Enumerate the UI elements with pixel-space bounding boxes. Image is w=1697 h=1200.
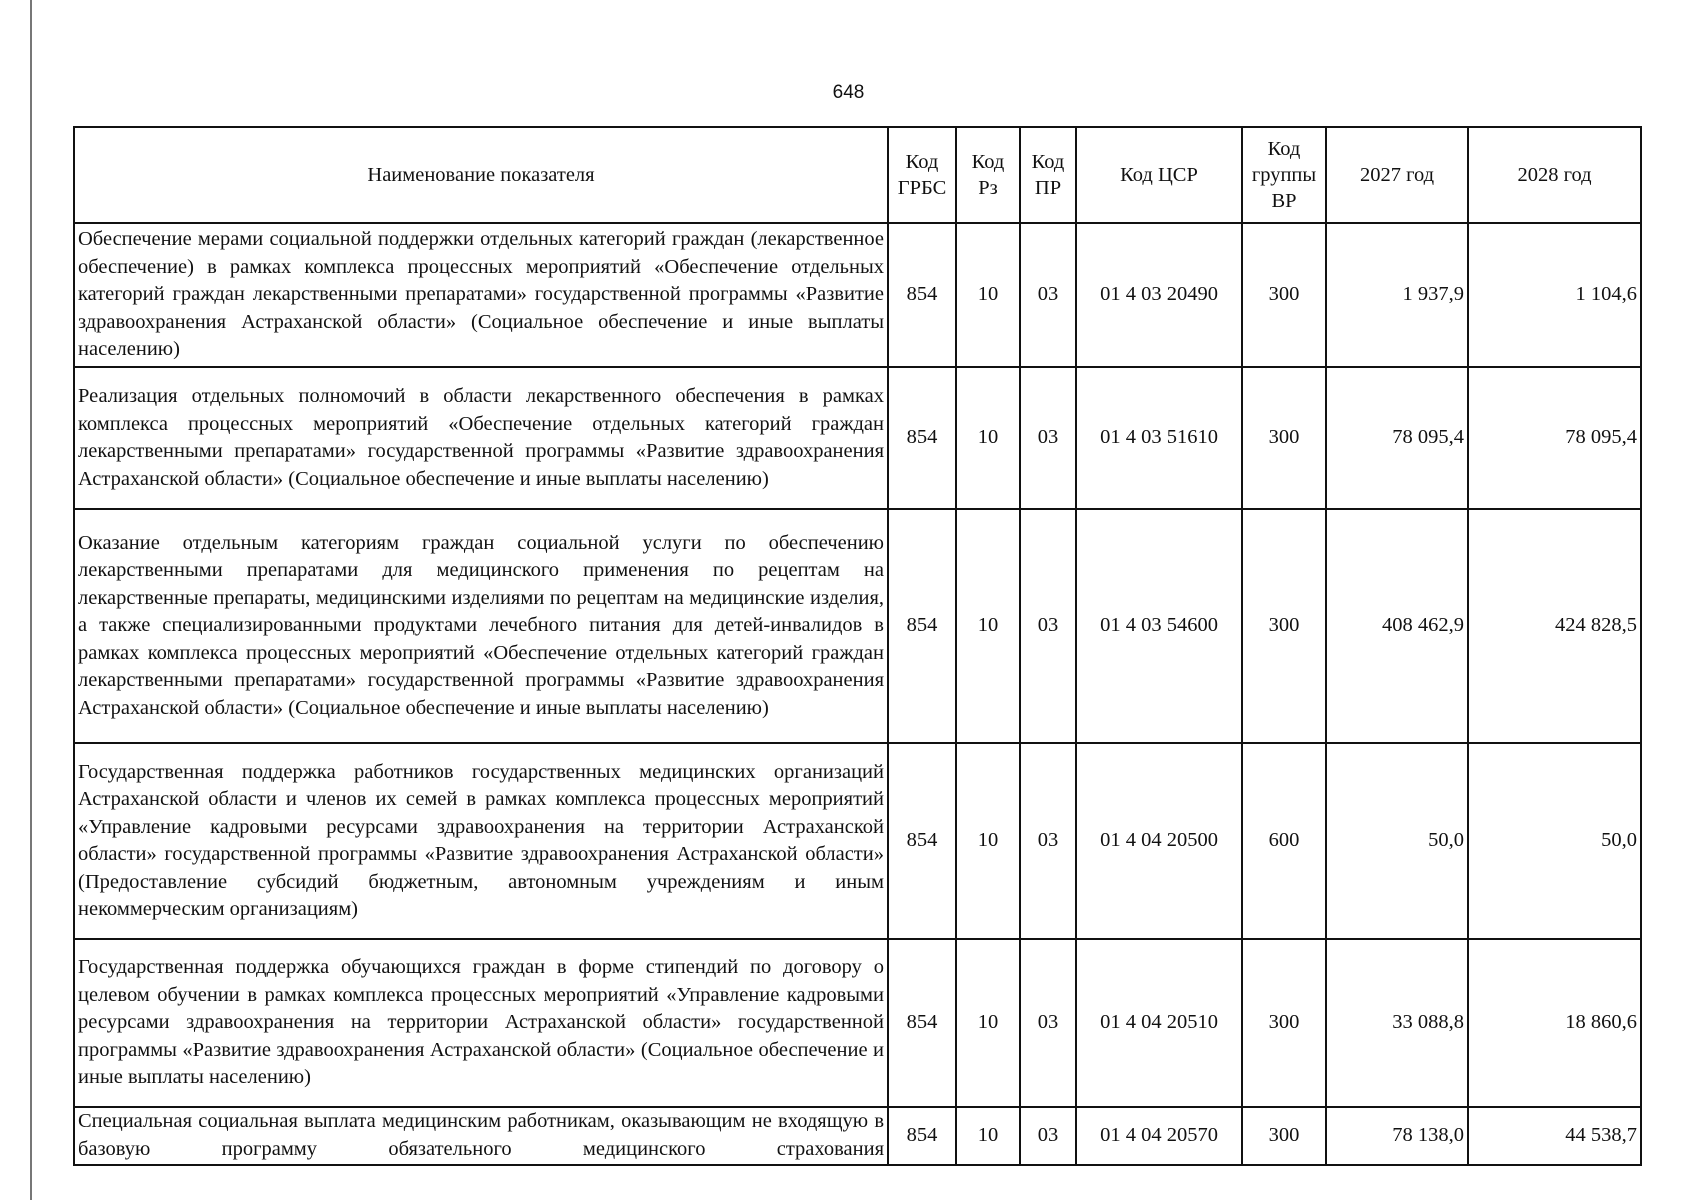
cell-2027: 33 088,8 — [1326, 939, 1468, 1107]
cell-2028: 424 828,5 — [1468, 509, 1641, 743]
cell-pr: 03 — [1020, 939, 1076, 1107]
table-row — [74, 509, 1641, 743]
header-name: Наименование показателя — [74, 127, 888, 223]
page-number: 648 — [832, 82, 865, 103]
cell-name: Реализация отдельных полномочий в области лекарственного обеспечения в рамках комплекса процессных мероприятий «Обеспечение отдельных категорий граждан лекарственными препаратами» государственной программы «Развитие здравоохранения Астраханской области» (Социальное обеспечение и иные выплаты населению) — [74, 367, 888, 509]
cell-2028: 78 095,4 — [1468, 367, 1641, 509]
cell-csr: 01 4 04 20510 — [1076, 939, 1242, 1107]
cell-grbs: 854 — [888, 743, 956, 939]
header-grbs: Код ГРБС — [888, 127, 956, 223]
cell-2028: 18 860,6 — [1468, 939, 1641, 1107]
cell-csr: 01 4 03 51610 — [1076, 367, 1242, 509]
cell-2027: 1 937,9 — [1326, 223, 1468, 367]
cell-rz: 10 — [956, 1107, 1020, 1165]
cell-pr: 03 — [1020, 1107, 1076, 1165]
cell-vr: 300 — [1242, 367, 1326, 509]
header-pr: Код ПР — [1020, 127, 1076, 223]
cell-csr: 01 4 04 20500 — [1076, 743, 1242, 939]
cell-grbs: 854 — [888, 939, 956, 1107]
table-row — [74, 223, 1641, 367]
cell-grbs: 854 — [888, 509, 956, 743]
cell-csr: 01 4 03 54600 — [1076, 509, 1242, 743]
cell-vr: 300 — [1242, 223, 1326, 367]
table-header-row — [74, 127, 1641, 223]
cell-2027: 50,0 — [1326, 743, 1468, 939]
header-csr: Код ЦСР — [1076, 127, 1242, 223]
cell-2028: 1 104,6 — [1468, 223, 1641, 367]
cell-csr: 01 4 03 20490 — [1076, 223, 1242, 367]
cell-2027: 78 095,4 — [1326, 367, 1468, 509]
cell-rz: 10 — [956, 939, 1020, 1107]
cell-name: Государственная поддержка работников государственных медицинских организаций Астраханской области и членов их семей в рамках комплекса процессных мероприятий «Управление кадровыми ресурсами здравоохранения на территории Астраханской области» государственной программы «Развитие здравоохранения Астраханской области» (Предоставление субсидий бюджетным, автономным учреждениям и иным некоммерческим организациям) — [74, 743, 888, 939]
cell-vr: 300 — [1242, 509, 1326, 743]
header-2027: 2027 год — [1326, 127, 1468, 223]
cell-2027: 408 462,9 — [1326, 509, 1468, 743]
cell-name: Государственная поддержка обучающихся граждан в форме стипендий по договору о целевом обучении в рамках комплекса процессных мероприятий «Управление кадровыми ресурсами здравоохранения на территории Астраханской области» государственной программы «Развитие здравоохранения Астраханской области» (Социальное обеспечение и иные выплаты населению) — [74, 939, 888, 1107]
cell-2028: 50,0 — [1468, 743, 1641, 939]
cell-rz: 10 — [956, 223, 1020, 367]
budget-table — [73, 126, 1642, 1166]
header-2028: 2028 год — [1468, 127, 1641, 223]
cell-name: Специальная социальная выплата медицинским работникам, оказывающим не входящую в базовую программу обязательного медицинского страхования — [74, 1107, 888, 1165]
table-row — [74, 367, 1641, 509]
cell-vr: 300 — [1242, 939, 1326, 1107]
header-rz: Код Рз — [956, 127, 1020, 223]
cell-pr: 03 — [1020, 743, 1076, 939]
cell-vr: 300 — [1242, 1107, 1326, 1165]
header-vr: Код группы ВР — [1242, 127, 1326, 223]
cell-rz: 10 — [956, 367, 1020, 509]
page-binding-line — [30, 0, 32, 1200]
table-row — [74, 743, 1641, 939]
cell-2027: 78 138,0 — [1326, 1107, 1468, 1165]
cell-name: Обеспечение мерами социальной поддержки отдельных категорий граждан (лекарственное обеспечение) в рамках комплекса процессных мероприятий «Обеспечение отдельных категорий граждан лекарственными препаратами» государственной программы «Развитие здравоохранения Астраханской области» (Социальное обеспечение и иные выплаты населению) — [74, 223, 888, 367]
table-row — [74, 939, 1641, 1107]
cell-2028: 44 538,7 — [1468, 1107, 1641, 1165]
table-row — [74, 1107, 1641, 1165]
cell-pr: 03 — [1020, 223, 1076, 367]
cell-pr: 03 — [1020, 367, 1076, 509]
cell-grbs: 854 — [888, 223, 956, 367]
cell-rz: 10 — [956, 743, 1020, 939]
cell-rz: 10 — [956, 509, 1020, 743]
cell-pr: 03 — [1020, 509, 1076, 743]
cell-name: Оказание отдельным категориям граждан социальной услуги по обеспечению лекарственными препаратами для медицинского применения по рецептам на лекарственные препараты, медицинскими изделиями по рецептам на медицинские изделия, а также специализированными продуктами лечебного питания для детей-инвалидов в рамках комплекса процессных мероприятий «Обеспечение отдельных категорий граждан лекарственными препаратами» государственной программы «Развитие здравоохранения Астраханской области» (Социальное обеспечение и иные выплаты населению) — [74, 509, 888, 743]
cell-vr: 600 — [1242, 743, 1326, 939]
cell-csr: 01 4 04 20570 — [1076, 1107, 1242, 1165]
cell-grbs: 854 — [888, 1107, 956, 1165]
cell-grbs: 854 — [888, 367, 956, 509]
